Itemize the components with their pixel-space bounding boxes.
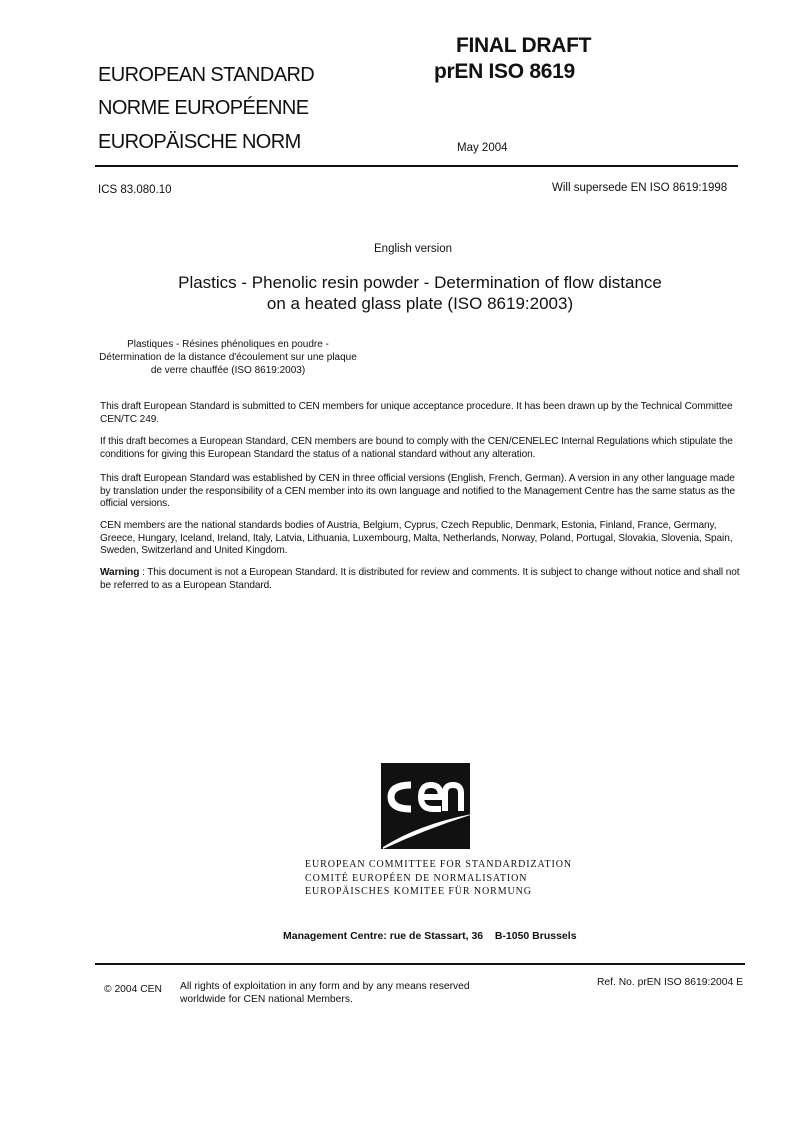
french-title-line-1: Plastiques - Résines phénoliques en poudre - (127, 339, 329, 350)
french-title (98, 338, 358, 377)
rights-statement (180, 980, 470, 1006)
committee-name-en: EUROPEAN COMMITTEE FOR STANDARDIZATION (305, 859, 573, 870)
paragraph-submission: This draft European Standard is submitted to CEN members for unique acceptance procedure. It has been drawn up by the Technical Committee CEN/TC 249. (100, 401, 733, 425)
french-title-line-2: Détermination de la distance d'écoulement sur une plaque (99, 352, 357, 363)
standard-name-fr: NORME EUROPÉENNE (98, 97, 309, 119)
cen-logo-icon (381, 763, 470, 849)
copyright: © 2004 CEN (104, 984, 162, 995)
rights-line-2: worldwide for CEN national Members. (180, 994, 353, 1005)
ics-code: ICS 83.080.10 (98, 184, 172, 196)
paragraph-versions: This draft European Standard was established by CEN in three official versions (English, French, German). A version in any other language made by translation under the responsibility of a CEN member into its own language and notified to the Management Centre has the same status as the official versions. (100, 473, 735, 509)
reference-number: Ref. No. prEN ISO 8619:2004 E (597, 977, 743, 988)
paragraph-members: CEN members are the national standards bodies of Austria, Belgium, Cyprus, Czech Republic, Denmark, Estonia, Finland, France, Germany, Greece, Hungary, Iceland, Ireland, Italy, Latvia, Lithuania, Luxembourg, Malta, Netherlands, Norway, Poland, Portugal, Slovakia, Slovenia, Spain, Sweden, Switzerland and United Kingdom. (100, 520, 733, 556)
document-title (150, 272, 690, 314)
standard-name-de: EUROPÄISCHE NORM (98, 131, 301, 153)
version-label: English version (374, 243, 452, 255)
standard-name-en: EUROPEAN STANDARD (98, 64, 315, 86)
french-title-line-3: de verre chauffée (ISO 8619:2003) (150, 365, 306, 376)
header-divider (95, 165, 738, 167)
rights-line-1: All rights of exploitation in any form and by any means reserved (180, 981, 470, 992)
committee-name-fr: COMITÉ EUROPÉEN DE NORMALISATION (305, 873, 528, 884)
warning-text: : This document is not a European Standard. It is distributed for review and comments. It is subject to change without notice and shall not be referred to as a European Standard. (100, 567, 740, 591)
management-centre-address: Management Centre: rue de Stassart, 36 B-1050 Brussels (283, 930, 577, 942)
committee-name-de: EUROPÄISCHES KOMITEE FÜR NORMUNG (305, 886, 532, 897)
supersedes-note: Will supersede EN ISO 8619:1998 (552, 182, 728, 194)
document-reference: prEN ISO 8619 (434, 60, 575, 83)
document-status: FINAL DRAFT (456, 34, 592, 57)
footer-divider (95, 963, 745, 965)
title-line-2: on a heated glass plate (ISO 8619:2003) (266, 294, 574, 313)
title-line-1: Plastics - Phenolic resin powder - Determination of flow distance (178, 273, 662, 292)
document-date: May 2004 (457, 142, 508, 154)
warning-label: Warning (100, 567, 140, 578)
paragraph-regulations: If this draft becomes a European Standard, CEN members are bound to comply with the CEN/CENELEC Internal Regulations which stipulate the conditions for giving this European Standard the status of a national standard without any alteration. (100, 436, 733, 460)
paragraph-warning (100, 567, 740, 592)
